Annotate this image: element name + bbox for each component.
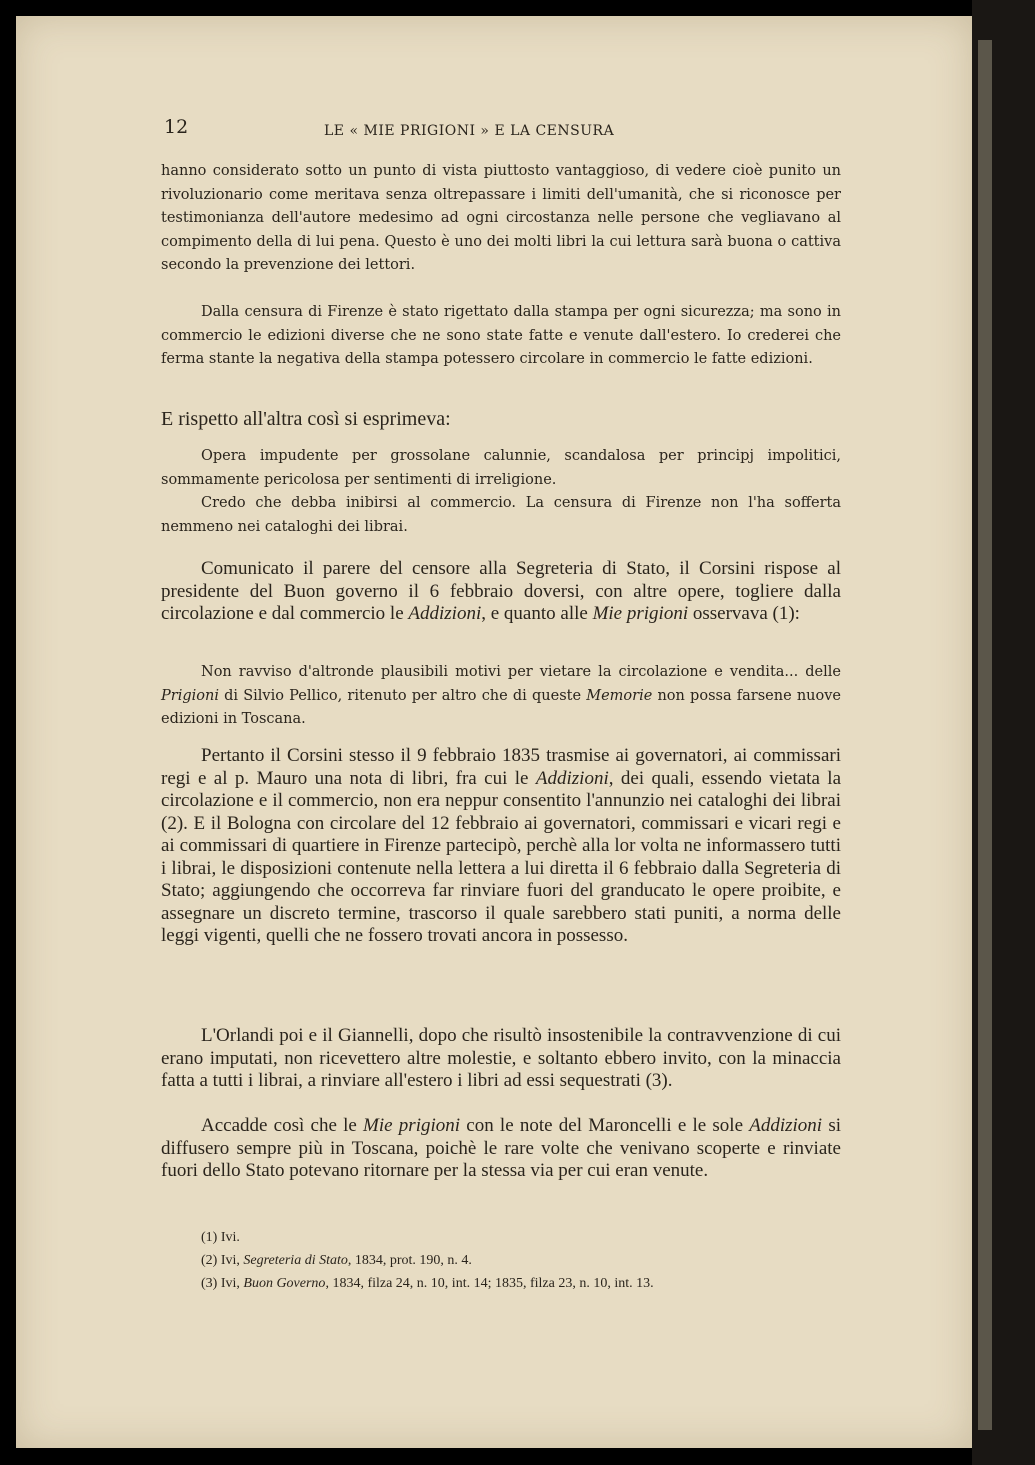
text-span: con le note del Maroncelli e le sole [460, 1115, 750, 1136]
body-paragraph-3 [161, 745, 841, 948]
text-span: Non ravviso d'altronde plausibili motivi per vietare la circolazione e vendita... delle [201, 664, 841, 680]
text-span: Comunicato il parere del censore alla Segreteria di Stato, il Corsini rispose al presidente del Buon governo il 6 febbraio doversi, con altre opere, togliere dalla circolazione e dal commercio le [161, 558, 841, 624]
italic-title-mie-prigioni: Mie prigioni [592, 603, 689, 624]
quote3-paragraph [161, 661, 841, 732]
text-span: (3) Ivi, [201, 1276, 244, 1291]
footnote-2 [161, 1252, 841, 1271]
body-paragraph-4: L'Orlandi poi e il Giannelli, dopo che risultò insostenibile la contravvenzione di cui erano imputati, non ricevettero altre molestie, e soltanto ebbero invito, con la minaccia fatta a tutti i librai, a rinviare all'estero i libri ad essi sequestrati (3). [161, 1025, 841, 1091]
italic-title-memorie: Memorie [586, 687, 653, 704]
text-span: osservava (1): [688, 603, 800, 624]
body-sentence-1: E rispetto all'altra così si esprimeva: [161, 408, 451, 430]
italic-source: Buon Governo [243, 1276, 326, 1291]
text-span: Pertanto il Corsini stesso il 9 febbraio 1835 trasmise ai governatori, ai commissari regi e al p. Mauro una nota di libri, fra cui le [161, 745, 841, 789]
text-span: si diffusero sempre più in Toscana, poichè le rare volte che venivano scoperte e rinviate fuori dello Stato potevano ritornare per la stessa via per cui eran venute. [161, 1115, 841, 1181]
text-span: , dei quali, essendo vietata la circolazione e il commercio, non era neppur consentito l'annunzio nei cataloghi dei librai (2). E il Bologna con circolare del 12 febbraio ai governatori, commissari e vicari regi e ai commissari di quartiere in Firenze partecipò, perchè alla lor volta ne informassero tutti i librai, le disposizioni contenute nella lettera a lui diretta il 6 febbraio dalla Segreteria di Stato; aggiungendo che occorreva far rinviare fuori del granducato le opere proibite, e assegnare un discreto termine, trascorso il quale sarebbero stati puniti, a norma delle leggi vigenti, quelli che ne fossero trovati ancora in possesso. [161, 767, 841, 946]
italic-title-addizioni: Addizioni [408, 603, 482, 624]
next-page-edge [978, 40, 992, 1430]
quote2-paragraph2: Credo che debba inibirsi al commercio. La censura di Firenze non l'ha sofferta nemmeno nei cataloghi dei librai. [161, 495, 841, 535]
footnote-3 [161, 1275, 841, 1294]
quote1-paragraph2: Dalla censura di Firenze è stato rigettato dalla stampa per ogni sicurezza; ma sono in commercio le edizioni diverse che ne sono state fatte e venute dall'estero. Io crederei che ferma stante la negativa della stampa potessero circolare in commercio le fatte edizioni. [161, 304, 841, 367]
text-span: , 1834, filza 24, n. 10, int. 14; 1835, filza 23, n. 10, int. 13. [325, 1276, 654, 1291]
page-header [0, 116, 1035, 146]
page-number: 12 [164, 116, 189, 138]
italic-title-mie-prigioni: Mie prigioni [363, 1115, 461, 1136]
italic-source: Segreteria di Stato [243, 1253, 348, 1268]
text-span: (2) Ivi, [201, 1253, 244, 1268]
quote1-paragraph1: hanno considerato sotto un punto di vista piuttosto vantaggioso, di vedere cioè punito un rivoluzionario come meritava senza oltrepassare i limiti dell'umanità, che si riconosce per testimonianza dell'autore medesimo ad ogni circostanza nelle persone che vegliavano al compimento della di lui pena. Questo è uno dei molti libri la cui lettura sarà buona o cattiva secondo la prevenzione dei lettori. [161, 163, 841, 273]
italic-title-prigioni: Prigioni [161, 687, 219, 704]
italic-title-addizioni: Addizioni [535, 767, 609, 789]
running-title: LE « MIE PRIGIONI » E LA CENSURA [324, 123, 615, 139]
text-span: non possa farsene nuove edizioni in Toscana. [161, 687, 842, 727]
quote2-paragraph1: Opera impudente per grossolane calunnie, scandalosa per principj impolitici, sommamente pericolosa per sentimenti di irreligione. [161, 448, 841, 488]
text-span: di Silvio Pellico, ritenuto per altro che di queste [218, 687, 587, 704]
text-span: , 1834, prot. 190, n. 4. [347, 1253, 472, 1268]
text-span: Accadde così che le [201, 1115, 364, 1136]
text-span: , e quanto alle [481, 603, 593, 624]
body-paragraph-5 [161, 1115, 841, 1183]
body-paragraph-2 [161, 558, 841, 626]
footnote-1: (1) Ivi. [201, 1230, 240, 1245]
italic-title-addizioni: Addizioni [749, 1115, 823, 1136]
